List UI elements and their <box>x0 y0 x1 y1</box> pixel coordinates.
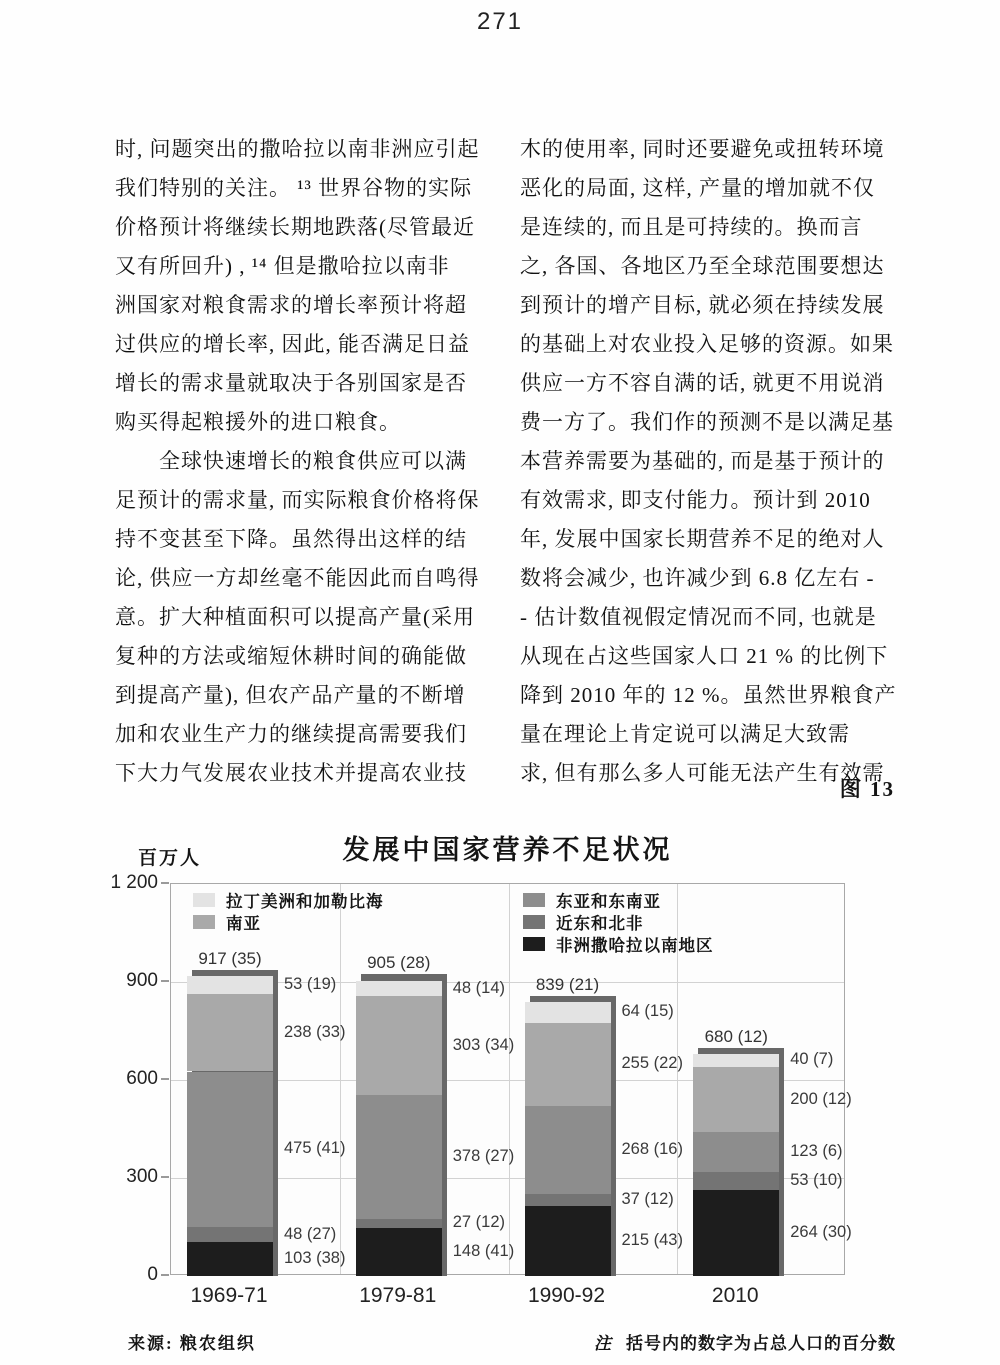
bar-segment <box>525 1206 611 1276</box>
bar-total-label: 680 (12) <box>704 1026 768 1046</box>
segment-value-label: 40 (7) <box>790 1050 834 1069</box>
text-line: 供应一方不容自满的话, 就更不用说消 <box>520 371 885 395</box>
text-line: 论, 供应一方却丝毫不能因此而自鸣得 <box>115 566 480 590</box>
text-line: 有效需求, 即支付能力。预计到 2010 <box>520 488 871 512</box>
text-line: 求, 但有那么多人可能无法产生有效需 <box>520 761 885 785</box>
text-line: 增长的需求量就取决于各别国家是否 <box>115 371 467 395</box>
figure-label: 图 13 <box>839 777 895 801</box>
text-line: 木的使用率, 同时还要避免或扭转环境 <box>520 137 885 161</box>
y-tick-mark <box>161 1078 169 1080</box>
chart-title: 发展中国家营养不足状况 <box>342 835 673 865</box>
v-gridline <box>340 884 341 1274</box>
segment-value-label: 103 (38) <box>284 1249 346 1268</box>
text-line: 是连续的, 而且是可持续的。换而言 <box>520 215 863 239</box>
text-line: 时, 问题突出的撒哈拉以南非洲应引起 <box>115 137 480 161</box>
text-line: 数将会减少, 也许减少到 6.8 亿左右 - <box>520 566 875 590</box>
legend-column <box>523 891 714 953</box>
page-number: 271 <box>476 8 524 35</box>
bar-segment <box>525 1194 611 1206</box>
segment-value-label: 215 (43) <box>621 1230 683 1249</box>
body-left-column <box>115 134 500 784</box>
segment-value-label: 378 (27) <box>452 1147 515 1166</box>
segment-value-label: 148 (41) <box>452 1241 515 1260</box>
bar-total-label: 905 (28) <box>367 953 431 973</box>
y-tick-label: 0 <box>147 1264 158 1285</box>
text-line: 意。扩大种植面积可以提高产量(采用 <box>115 605 475 629</box>
legend-label: 拉丁美洲和加勒比海 <box>226 892 384 911</box>
text-line: 我们特别的关注。 ¹³ 世界谷物的实际 <box>115 176 473 200</box>
legend-item <box>523 891 714 909</box>
text-line: 加和农业生产力的继续提高需要我们 <box>115 722 467 746</box>
segment-value-label: 48 (27) <box>284 1224 337 1243</box>
bar-segment <box>356 1219 442 1228</box>
y-tick-label: 1 200 <box>110 872 158 893</box>
legend-label: 非洲撒哈拉以南地区 <box>556 936 714 955</box>
bar-segment <box>525 1106 611 1194</box>
legend-swatch <box>523 937 545 951</box>
segment-value-label: 200 (12) <box>790 1089 852 1108</box>
segment-value-label: 238 (33) <box>284 1022 346 1041</box>
legend-swatch <box>523 915 545 929</box>
v-gridline <box>509 884 510 1274</box>
segment-value-label: 27 (12) <box>452 1213 506 1232</box>
bar-segment <box>525 1023 611 1106</box>
text-line: 的基础上对农业投入足够的资源。如果 <box>520 332 894 356</box>
bar-total-label: 917 (35) <box>198 949 262 969</box>
y-tick-mark <box>161 980 169 982</box>
bar-segment <box>693 1190 779 1276</box>
text-line: 购买得起粮援外的进口粮食。 <box>115 410 401 434</box>
y-tick-label: 300 <box>126 1166 158 1187</box>
bar-segment <box>693 1054 779 1067</box>
y-tick-mark <box>161 1176 169 1178</box>
text-line: - 估计数值视假定情况而不同, 也就是 <box>520 605 877 629</box>
bar-segment <box>187 1227 273 1243</box>
legend-swatch <box>193 893 215 907</box>
text-line: 量在理论上肯定说可以满足大致需 <box>520 722 850 746</box>
segment-value-label: 53 (10) <box>790 1171 843 1190</box>
segment-value-label: 475 (41) <box>284 1139 346 1158</box>
text-line: 全球快速增长的粮食供应可以满 <box>115 449 467 473</box>
segment-value-label: 64 (15) <box>621 1002 674 1021</box>
legend-label: 南亚 <box>226 914 261 933</box>
segment-value-label: 123 (6) <box>790 1142 843 1161</box>
segment-value-label: 303 (34) <box>452 1035 515 1054</box>
text-line: 洲国家对粮食需求的增长率预计将超 <box>115 293 467 317</box>
text-line: 下大力气发展农业技术并提高农业技 <box>115 761 467 785</box>
text-line: 恶化的局面, 这样, 产量的增加就不仅 <box>520 176 875 200</box>
bar-total-label: 839 (21) <box>535 974 600 994</box>
text-line: 过供应的增长率, 因此, 能否满足日益 <box>115 332 470 356</box>
text-line: 到预计的增产目标, 就必须在持续发展 <box>520 293 885 317</box>
text-line: 又有所回升) , ¹⁴ 但是撒哈拉以南非 <box>115 254 450 278</box>
text-line: 持不变甚至下降。虽然得出这样的结 <box>115 527 467 551</box>
text-line: 价格预计将继续长期地跌落(尽管最近 <box>115 215 475 239</box>
segment-value-label: 255 (22) <box>621 1054 683 1073</box>
bar-segment <box>356 1228 442 1276</box>
bar-segment <box>356 996 442 1095</box>
segment-value-label: 53 (19) <box>284 975 337 994</box>
text-line: 足预计的需求量, 而实际粮食价格将保 <box>115 488 480 512</box>
x-category-label: 1969-71 <box>190 1284 268 1307</box>
text-line: 之, 各国、各地区乃至全球范围要想达 <box>520 254 885 278</box>
segment-value-label: 268 (16) <box>621 1139 683 1158</box>
bar-segment <box>356 1095 442 1218</box>
bar-segment <box>187 1242 273 1276</box>
text-line: 本营养需要为基础的, 而是基于预计的 <box>520 449 885 473</box>
body-right-column <box>520 134 905 784</box>
bar-segment <box>356 981 442 997</box>
bar-segment <box>187 1072 273 1227</box>
text-line: 从现在占这些国家人口 21 % 的比例下 <box>520 644 889 668</box>
legend-swatch <box>193 915 215 929</box>
bar-segment <box>693 1172 779 1189</box>
segment-value-label: 264 (30) <box>790 1222 852 1241</box>
bar-segment <box>693 1132 779 1172</box>
legend-column <box>193 891 384 931</box>
y-axis-unit-label: 百万人 <box>138 848 202 869</box>
bar-segment <box>693 1067 779 1132</box>
legend-item <box>193 913 384 931</box>
y-tick-label: 900 <box>126 970 158 991</box>
note-text: 括号内的数字为占总人口的百分数 <box>626 1334 896 1353</box>
x-category-label: 1979-81 <box>359 1284 437 1307</box>
legend-swatch <box>523 893 545 907</box>
x-category-label: 1990-92 <box>527 1284 606 1307</box>
segment-value-label: 48 (14) <box>452 978 506 997</box>
plot-area <box>170 883 852 1275</box>
y-tick-label: 600 <box>126 1068 158 1089</box>
bar-segment <box>525 1002 611 1023</box>
note-marker: 注 <box>594 1334 612 1353</box>
text-line: 复种的方法或缩短休耕时间的确能做 <box>115 644 467 668</box>
legend-item <box>193 891 384 909</box>
bar-segment <box>187 976 273 993</box>
legend-item <box>523 935 714 953</box>
y-tick-mark <box>161 882 169 884</box>
legend-label: 东亚和东南亚 <box>556 892 661 911</box>
bar-segment <box>187 994 273 1072</box>
legend-item <box>523 913 714 931</box>
text-line: 费一方了。我们作的预测不是以满足基 <box>520 410 894 434</box>
text-line: 年, 发展中国家长期营养不足的绝对人 <box>520 527 885 551</box>
source-note: 来源: 粮农组织 <box>128 1334 256 1353</box>
segment-value-label: 37 (12) <box>621 1189 674 1208</box>
figure-note <box>500 1329 896 1354</box>
text-line: 降到 2010 年的 12 %。虽然世界粮食产 <box>520 683 897 707</box>
x-category-label: 2010 <box>711 1284 759 1307</box>
legend-label: 近东和北非 <box>556 914 644 933</box>
text-line: 到提高产量), 但农产品产量的不断增 <box>115 683 466 707</box>
y-tick-mark <box>161 1274 169 1276</box>
